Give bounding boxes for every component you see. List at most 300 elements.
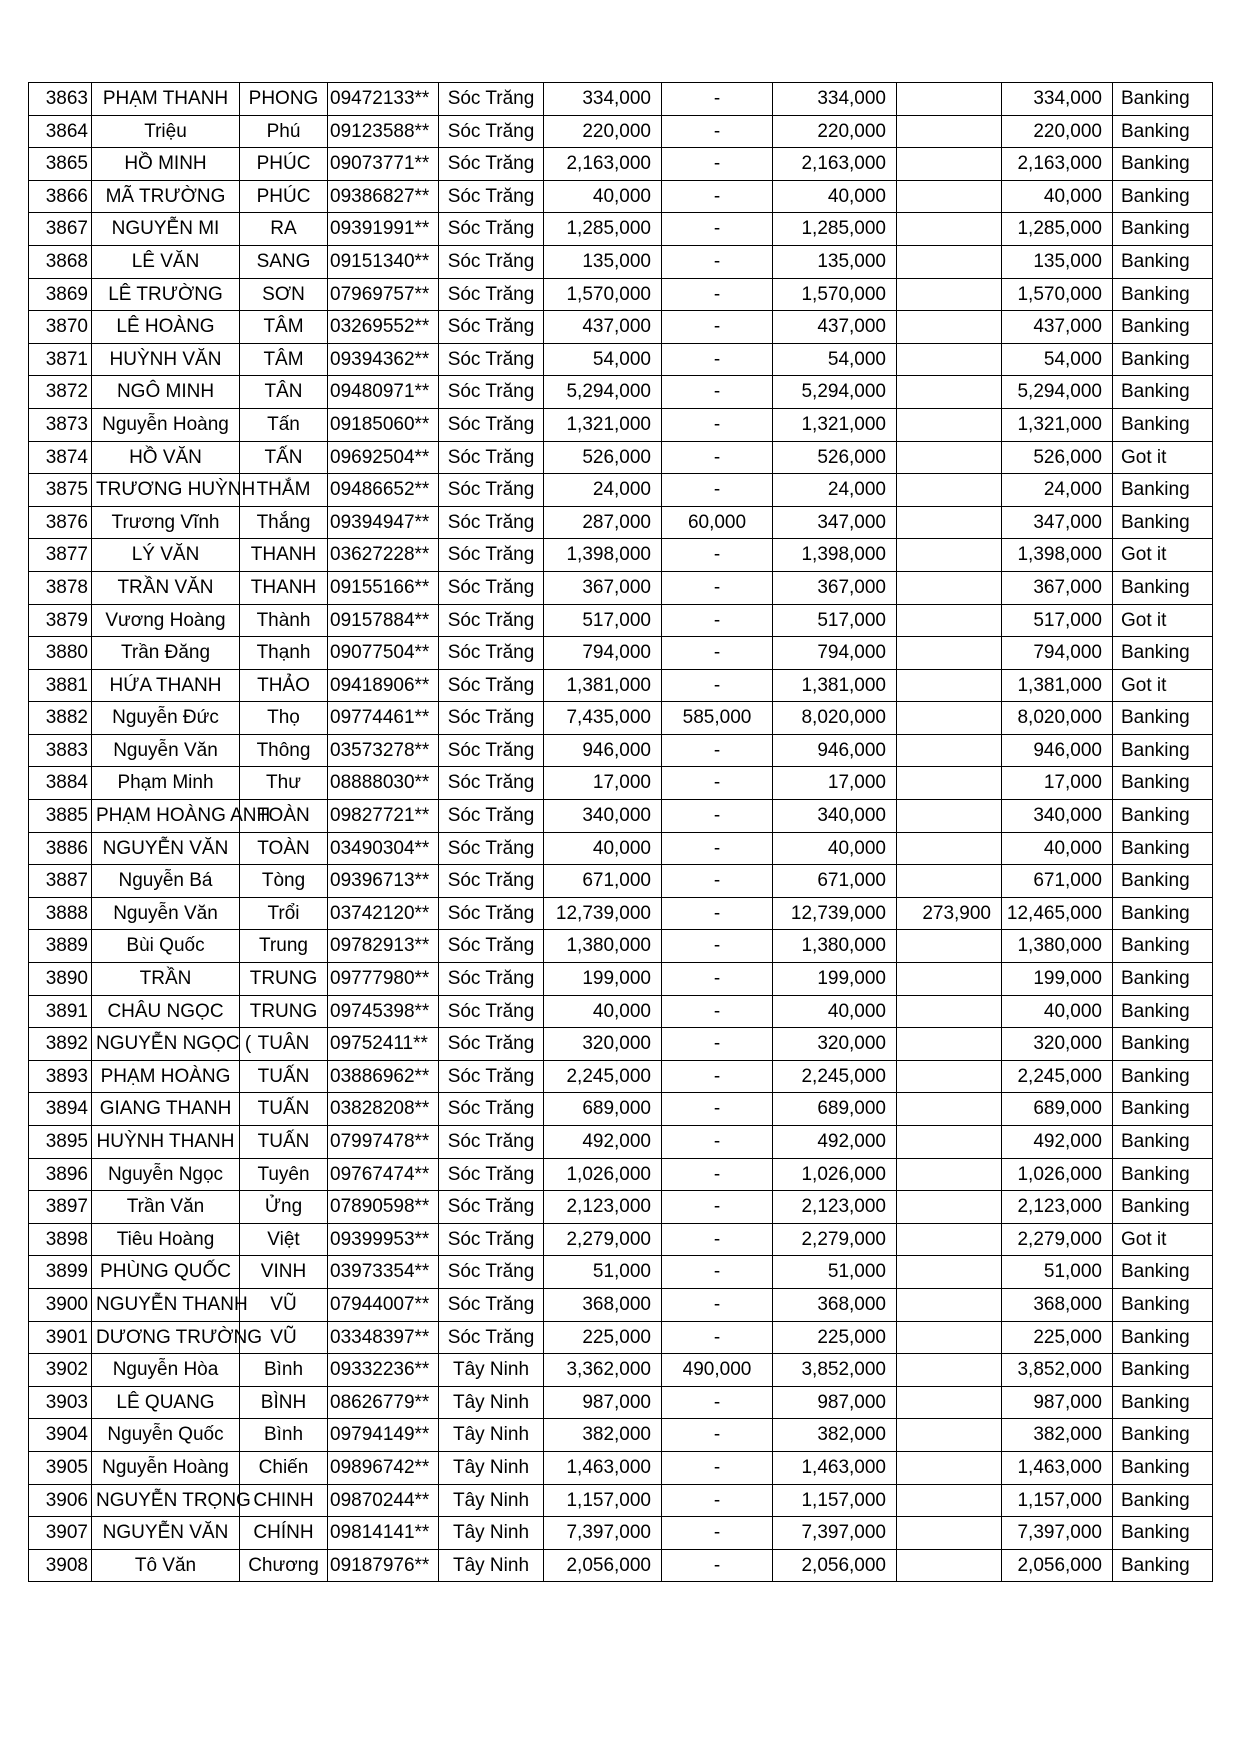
province-cell: Sóc Trăng <box>439 963 544 996</box>
row-number-cell: 3905 <box>29 1451 92 1484</box>
table-row <box>29 474 1213 507</box>
total-cell: 40,000 <box>773 180 897 213</box>
bonus-cell: - <box>662 474 773 507</box>
phone-cell: 09480971** <box>328 376 439 409</box>
payment-method-cell: Banking <box>1113 1060 1213 1093</box>
last-name-cell: NGUYỄN NGỌC ( <box>92 1028 240 1061</box>
last-name-cell: HUỲNH THANH <box>92 1126 240 1159</box>
last-name-cell: Nguyễn Quốc <box>92 1419 240 1452</box>
tax-cell <box>897 1549 1002 1582</box>
total-cell: 1,463,000 <box>773 1451 897 1484</box>
table-row <box>29 115 1213 148</box>
total-cell: 368,000 <box>773 1288 897 1321</box>
table-row <box>29 311 1213 344</box>
row-number-cell: 3903 <box>29 1386 92 1419</box>
last-name-cell: HỨA THANH <box>92 669 240 702</box>
payment-method-cell: Got it <box>1113 669 1213 702</box>
tax-cell <box>897 408 1002 441</box>
phone-cell: 09692504** <box>328 441 439 474</box>
phone-cell: 08888030** <box>328 767 439 800</box>
bonus-cell: - <box>662 963 773 996</box>
phone-cell: 09782913** <box>328 930 439 963</box>
last-name-cell: Phạm Minh <box>92 767 240 800</box>
phone-cell: 09418906** <box>328 669 439 702</box>
last-name-cell: NGUYỄN THANH <box>92 1288 240 1321</box>
payment-method-cell: Banking <box>1113 1093 1213 1126</box>
tax-cell <box>897 865 1002 898</box>
net-amount-cell: 135,000 <box>1002 245 1113 278</box>
table-row <box>29 930 1213 963</box>
last-name-cell: NGUYỄN VĂN <box>92 832 240 865</box>
tax-cell <box>897 83 1002 116</box>
table-row <box>29 1549 1213 1582</box>
total-cell: 220,000 <box>773 115 897 148</box>
phone-cell: 09396713** <box>328 865 439 898</box>
net-amount-cell: 220,000 <box>1002 115 1113 148</box>
amount-cell: 24,000 <box>544 474 662 507</box>
bonus-cell: - <box>662 930 773 963</box>
table-row <box>29 1484 1213 1517</box>
row-number-cell: 3900 <box>29 1288 92 1321</box>
bonus-cell: - <box>662 897 773 930</box>
province-cell: Sóc Trăng <box>439 1191 544 1224</box>
last-name-cell: Vương Hoàng <box>92 604 240 637</box>
payment-method-cell: Banking <box>1113 800 1213 833</box>
amount-cell: 1,380,000 <box>544 930 662 963</box>
payment-method-cell: Banking <box>1113 897 1213 930</box>
phone-cell: 07997478** <box>328 1126 439 1159</box>
province-cell: Sóc Trăng <box>439 669 544 702</box>
amount-cell: 12,739,000 <box>544 897 662 930</box>
row-number-cell: 3897 <box>29 1191 92 1224</box>
amount-cell: 199,000 <box>544 963 662 996</box>
table-row <box>29 408 1213 441</box>
first-name-cell: TÂM <box>240 311 328 344</box>
total-cell: 199,000 <box>773 963 897 996</box>
payment-method-cell: Banking <box>1113 832 1213 865</box>
province-cell: Sóc Trăng <box>439 376 544 409</box>
last-name-cell: Nguyễn Hoàng <box>92 408 240 441</box>
net-amount-cell: 1,463,000 <box>1002 1451 1113 1484</box>
net-amount-cell: 492,000 <box>1002 1126 1113 1159</box>
phone-cell: 09896742** <box>328 1451 439 1484</box>
net-amount-cell: 24,000 <box>1002 474 1113 507</box>
tax-cell <box>897 278 1002 311</box>
payment-method-cell: Banking <box>1113 278 1213 311</box>
first-name-cell: Tòng <box>240 865 328 898</box>
total-cell: 1,026,000 <box>773 1158 897 1191</box>
last-name-cell: HUỲNH VĂN <box>92 343 240 376</box>
amount-cell: 40,000 <box>544 832 662 865</box>
province-cell: Sóc Trăng <box>439 800 544 833</box>
province-cell: Sóc Trăng <box>439 865 544 898</box>
row-number-cell: 3871 <box>29 343 92 376</box>
last-name-cell: Trương Vĩnh <box>92 506 240 539</box>
row-number-cell: 3878 <box>29 571 92 604</box>
bonus-cell: - <box>662 767 773 800</box>
total-cell: 12,739,000 <box>773 897 897 930</box>
net-amount-cell: 8,020,000 <box>1002 702 1113 735</box>
phone-cell: 09870244** <box>328 1484 439 1517</box>
first-name-cell: TUẤN <box>240 1126 328 1159</box>
amount-cell: 135,000 <box>544 245 662 278</box>
net-amount-cell: 368,000 <box>1002 1288 1113 1321</box>
amount-cell: 334,000 <box>544 83 662 116</box>
amount-cell: 287,000 <box>544 506 662 539</box>
phone-cell: 09752411** <box>328 1028 439 1061</box>
total-cell: 1,398,000 <box>773 539 897 572</box>
bonus-cell: - <box>662 441 773 474</box>
table-row <box>29 441 1213 474</box>
total-cell: 334,000 <box>773 83 897 116</box>
amount-cell: 220,000 <box>544 115 662 148</box>
payment-method-cell: Got it <box>1113 604 1213 637</box>
phone-cell: 09486652** <box>328 474 439 507</box>
net-amount-cell: 1,398,000 <box>1002 539 1113 572</box>
net-amount-cell: 1,026,000 <box>1002 1158 1113 1191</box>
phone-cell: 09827721** <box>328 800 439 833</box>
total-cell: 17,000 <box>773 767 897 800</box>
row-number-cell: 3864 <box>29 115 92 148</box>
amount-cell: 671,000 <box>544 865 662 898</box>
amount-cell: 526,000 <box>544 441 662 474</box>
first-name-cell: TẤN <box>240 441 328 474</box>
payment-method-cell: Banking <box>1113 1484 1213 1517</box>
tax-cell <box>897 767 1002 800</box>
net-amount-cell: 987,000 <box>1002 1386 1113 1419</box>
net-amount-cell: 40,000 <box>1002 832 1113 865</box>
last-name-cell: TRẦN VĂN <box>92 571 240 604</box>
tax-cell <box>897 702 1002 735</box>
province-cell: Sóc Trăng <box>439 148 544 181</box>
first-name-cell: Bình <box>240 1419 328 1452</box>
net-amount-cell: 2,279,000 <box>1002 1223 1113 1256</box>
first-name-cell: Trổi <box>240 897 328 930</box>
tax-cell <box>897 963 1002 996</box>
tax-cell <box>897 1288 1002 1321</box>
table-row <box>29 1223 1213 1256</box>
last-name-cell: Trần Văn <box>92 1191 240 1224</box>
table-row <box>29 83 1213 116</box>
payment-method-cell: Banking <box>1113 1126 1213 1159</box>
net-amount-cell: 17,000 <box>1002 767 1113 800</box>
payment-method-cell: Banking <box>1113 963 1213 996</box>
table-row <box>29 1158 1213 1191</box>
province-cell: Tây Ninh <box>439 1451 544 1484</box>
phone-cell: 09774461** <box>328 702 439 735</box>
bonus-cell: - <box>662 734 773 767</box>
last-name-cell: CHÂU NGỌC <box>92 995 240 1028</box>
total-cell: 367,000 <box>773 571 897 604</box>
province-cell: Sóc Trăng <box>439 180 544 213</box>
row-number-cell: 3866 <box>29 180 92 213</box>
tax-cell <box>897 474 1002 507</box>
last-name-cell: NGUYỄN MI <box>92 213 240 246</box>
net-amount-cell: 382,000 <box>1002 1419 1113 1452</box>
net-amount-cell: 1,285,000 <box>1002 213 1113 246</box>
payment-method-cell: Banking <box>1113 1419 1213 1452</box>
net-amount-cell: 199,000 <box>1002 963 1113 996</box>
bonus-cell: 60,000 <box>662 506 773 539</box>
row-number-cell: 3869 <box>29 278 92 311</box>
bonus-cell: - <box>662 1288 773 1321</box>
last-name-cell: PHẠM THANH <box>92 83 240 116</box>
province-cell: Sóc Trăng <box>439 930 544 963</box>
net-amount-cell: 671,000 <box>1002 865 1113 898</box>
phone-cell: 09394947** <box>328 506 439 539</box>
last-name-cell: LÊ VĂN <box>92 245 240 278</box>
table-row <box>29 1451 1213 1484</box>
total-cell: 320,000 <box>773 1028 897 1061</box>
table-row <box>29 702 1213 735</box>
net-amount-cell: 3,852,000 <box>1002 1354 1113 1387</box>
table-body <box>29 83 1213 1582</box>
bonus-cell: - <box>662 832 773 865</box>
tax-cell <box>897 1517 1002 1550</box>
last-name-cell: TRƯƠNG HUỲNH <box>92 474 240 507</box>
total-cell: 7,397,000 <box>773 1517 897 1550</box>
province-cell: Sóc Trăng <box>439 1321 544 1354</box>
tax-cell <box>897 213 1002 246</box>
net-amount-cell: 689,000 <box>1002 1093 1113 1126</box>
first-name-cell: TUÂN <box>240 1028 328 1061</box>
phone-cell: 08626779** <box>328 1386 439 1419</box>
bonus-cell: - <box>662 1093 773 1126</box>
table-row <box>29 571 1213 604</box>
total-cell: 2,123,000 <box>773 1191 897 1224</box>
bonus-cell: - <box>662 1191 773 1224</box>
province-cell: Sóc Trăng <box>439 767 544 800</box>
row-number-cell: 3895 <box>29 1126 92 1159</box>
payment-method-cell: Banking <box>1113 1158 1213 1191</box>
amount-cell: 1,285,000 <box>544 213 662 246</box>
first-name-cell: RA <box>240 213 328 246</box>
net-amount-cell: 54,000 <box>1002 343 1113 376</box>
amount-cell: 367,000 <box>544 571 662 604</box>
row-number-cell: 3872 <box>29 376 92 409</box>
province-cell: Sóc Trăng <box>439 897 544 930</box>
first-name-cell: TUẤN <box>240 1060 328 1093</box>
first-name-cell: Thư <box>240 767 328 800</box>
province-cell: Sóc Trăng <box>439 604 544 637</box>
table-row <box>29 376 1213 409</box>
row-number-cell: 3877 <box>29 539 92 572</box>
row-number-cell: 3898 <box>29 1223 92 1256</box>
province-cell: Sóc Trăng <box>439 245 544 278</box>
row-number-cell: 3896 <box>29 1158 92 1191</box>
total-cell: 526,000 <box>773 441 897 474</box>
row-number-cell: 3908 <box>29 1549 92 1582</box>
amount-cell: 794,000 <box>544 637 662 670</box>
phone-cell: 09745398** <box>328 995 439 1028</box>
last-name-cell: GIANG THANH <box>92 1093 240 1126</box>
tax-cell <box>897 604 1002 637</box>
payment-method-cell: Banking <box>1113 1288 1213 1321</box>
total-cell: 382,000 <box>773 1419 897 1452</box>
bonus-cell: - <box>662 1451 773 1484</box>
first-name-cell: THANH <box>240 539 328 572</box>
net-amount-cell: 320,000 <box>1002 1028 1113 1061</box>
last-name-cell: Tô Văn <box>92 1549 240 1582</box>
first-name-cell: Thành <box>240 604 328 637</box>
total-cell: 1,321,000 <box>773 408 897 441</box>
tax-cell <box>897 1028 1002 1061</box>
province-cell: Sóc Trăng <box>439 702 544 735</box>
province-cell: Sóc Trăng <box>439 1028 544 1061</box>
bonus-cell: 585,000 <box>662 702 773 735</box>
tax-cell <box>897 1321 1002 1354</box>
amount-cell: 1,026,000 <box>544 1158 662 1191</box>
row-number-cell: 3883 <box>29 734 92 767</box>
payment-method-cell: Banking <box>1113 180 1213 213</box>
table-row <box>29 637 1213 670</box>
bonus-cell: 490,000 <box>662 1354 773 1387</box>
payment-method-cell: Banking <box>1113 245 1213 278</box>
row-number-cell: 3881 <box>29 669 92 702</box>
tax-cell: 273,900 <box>897 897 1002 930</box>
amount-cell: 1,321,000 <box>544 408 662 441</box>
total-cell: 24,000 <box>773 474 897 507</box>
row-number-cell: 3904 <box>29 1419 92 1452</box>
payment-method-cell: Banking <box>1113 1191 1213 1224</box>
province-cell: Tây Ninh <box>439 1517 544 1550</box>
total-cell: 54,000 <box>773 343 897 376</box>
first-name-cell: Bình <box>240 1354 328 1387</box>
tax-cell <box>897 1256 1002 1289</box>
last-name-cell: Tiêu Hoàng <box>92 1223 240 1256</box>
payment-method-cell: Banking <box>1113 767 1213 800</box>
amount-cell: 54,000 <box>544 343 662 376</box>
bonus-cell: - <box>662 311 773 344</box>
bonus-cell: - <box>662 1256 773 1289</box>
bonus-cell: - <box>662 1028 773 1061</box>
total-cell: 2,056,000 <box>773 1549 897 1582</box>
last-name-cell: HỒ VĂN <box>92 441 240 474</box>
first-name-cell: TRUNG <box>240 963 328 996</box>
net-amount-cell: 12,465,000 <box>1002 897 1113 930</box>
net-amount-cell: 40,000 <box>1002 180 1113 213</box>
last-name-cell: Nguyễn Văn <box>92 897 240 930</box>
table-row <box>29 1028 1213 1061</box>
payment-method-cell: Banking <box>1113 311 1213 344</box>
net-amount-cell: 1,381,000 <box>1002 669 1113 702</box>
first-name-cell: Việt <box>240 1223 328 1256</box>
amount-cell: 40,000 <box>544 995 662 1028</box>
total-cell: 225,000 <box>773 1321 897 1354</box>
row-number-cell: 3865 <box>29 148 92 181</box>
province-cell: Sóc Trăng <box>439 343 544 376</box>
first-name-cell: Tấn <box>240 408 328 441</box>
net-amount-cell: 347,000 <box>1002 506 1113 539</box>
total-cell: 1,570,000 <box>773 278 897 311</box>
province-cell: Sóc Trăng <box>439 1060 544 1093</box>
net-amount-cell: 2,056,000 <box>1002 1549 1113 1582</box>
phone-cell: 07890598** <box>328 1191 439 1224</box>
tax-cell <box>897 245 1002 278</box>
tax-cell <box>897 995 1002 1028</box>
table-row <box>29 669 1213 702</box>
province-cell: Sóc Trăng <box>439 1093 544 1126</box>
row-number-cell: 3885 <box>29 800 92 833</box>
total-cell: 946,000 <box>773 734 897 767</box>
phone-cell: 09399953** <box>328 1223 439 1256</box>
bonus-cell: - <box>662 669 773 702</box>
payment-method-cell: Banking <box>1113 995 1213 1028</box>
tax-cell <box>897 1451 1002 1484</box>
row-number-cell: 3870 <box>29 311 92 344</box>
tax-cell <box>897 1158 1002 1191</box>
bonus-cell: - <box>662 213 773 246</box>
last-name-cell: PHẠM HOÀNG <box>92 1060 240 1093</box>
province-cell: Sóc Trăng <box>439 571 544 604</box>
payment-method-cell: Banking <box>1113 376 1213 409</box>
table-row <box>29 1288 1213 1321</box>
bonus-cell: - <box>662 1517 773 1550</box>
net-amount-cell: 2,245,000 <box>1002 1060 1113 1093</box>
phone-cell: 09187976** <box>328 1549 439 1582</box>
last-name-cell: PHẠM HOÀNG ANH <box>92 800 240 833</box>
first-name-cell: SANG <box>240 245 328 278</box>
bonus-cell: - <box>662 1386 773 1419</box>
amount-cell: 5,294,000 <box>544 376 662 409</box>
province-cell: Sóc Trăng <box>439 1126 544 1159</box>
bonus-cell: - <box>662 995 773 1028</box>
row-number-cell: 3906 <box>29 1484 92 1517</box>
last-name-cell: LÊ TRƯỜNG <box>92 278 240 311</box>
total-cell: 347,000 <box>773 506 897 539</box>
total-cell: 40,000 <box>773 832 897 865</box>
table-row <box>29 245 1213 278</box>
province-cell: Sóc Trăng <box>439 995 544 1028</box>
first-name-cell: VŨ <box>240 1321 328 1354</box>
row-number-cell: 3880 <box>29 637 92 670</box>
tax-cell <box>897 311 1002 344</box>
amount-cell: 517,000 <box>544 604 662 637</box>
first-name-cell: TÂM <box>240 343 328 376</box>
bonus-cell: - <box>662 343 773 376</box>
payment-method-cell: Banking <box>1113 637 1213 670</box>
row-number-cell: 3894 <box>29 1093 92 1126</box>
total-cell: 671,000 <box>773 865 897 898</box>
amount-cell: 2,123,000 <box>544 1191 662 1224</box>
row-number-cell: 3889 <box>29 930 92 963</box>
payment-method-cell: Banking <box>1113 343 1213 376</box>
phone-cell: 09394362** <box>328 343 439 376</box>
tax-cell <box>897 571 1002 604</box>
payment-method-cell: Banking <box>1113 1386 1213 1419</box>
payment-method-cell: Banking <box>1113 734 1213 767</box>
last-name-cell: Nguyễn Hoàng <box>92 1451 240 1484</box>
province-cell: Sóc Trăng <box>439 474 544 507</box>
amount-cell: 1,157,000 <box>544 1484 662 1517</box>
tax-cell <box>897 1191 1002 1224</box>
province-cell: Sóc Trăng <box>439 1158 544 1191</box>
tax-cell <box>897 180 1002 213</box>
row-number-cell: 3902 <box>29 1354 92 1387</box>
first-name-cell: TOÀN <box>240 832 328 865</box>
payout-table <box>28 82 1213 1582</box>
phone-cell: 09777980** <box>328 963 439 996</box>
phone-cell: 09155166** <box>328 571 439 604</box>
phone-cell: 09391991** <box>328 213 439 246</box>
bonus-cell: - <box>662 1158 773 1191</box>
tax-cell <box>897 1484 1002 1517</box>
amount-cell: 3,362,000 <box>544 1354 662 1387</box>
amount-cell: 1,398,000 <box>544 539 662 572</box>
phone-cell: 03269552** <box>328 311 439 344</box>
table-row <box>29 213 1213 246</box>
payment-method-cell: Banking <box>1113 702 1213 735</box>
